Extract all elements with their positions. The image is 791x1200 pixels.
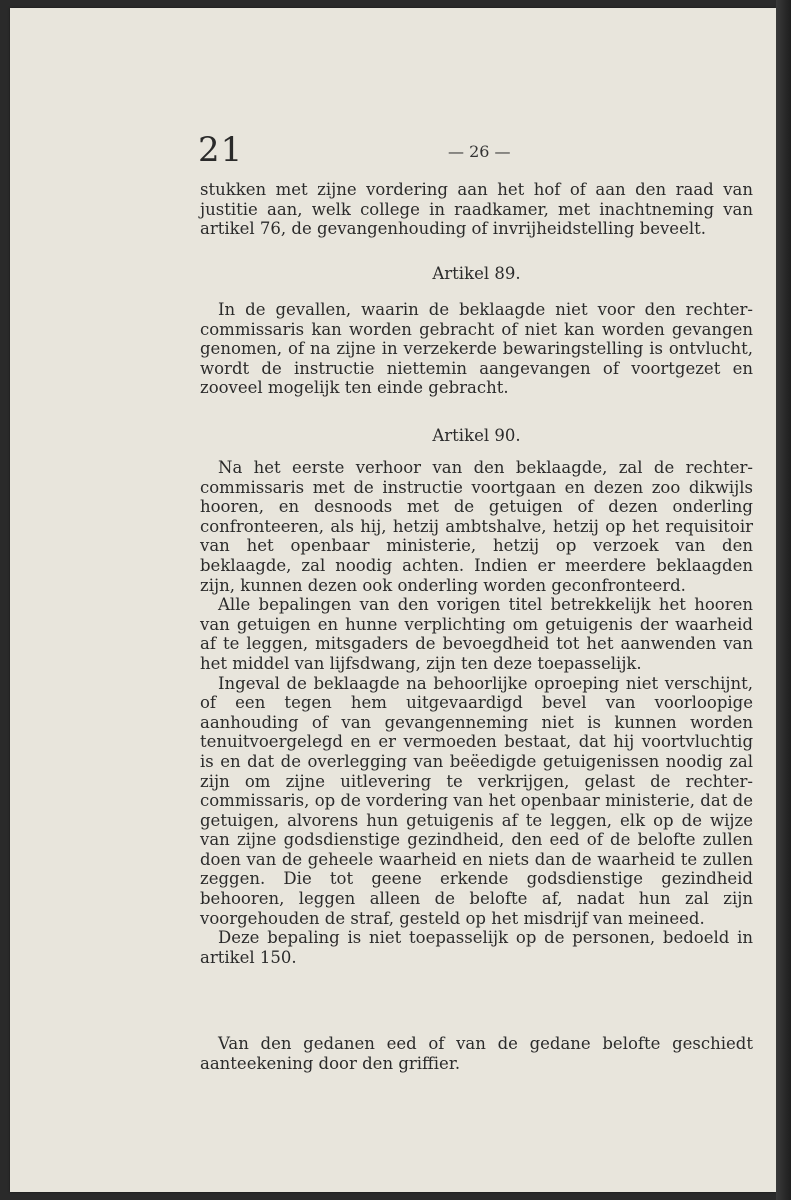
paragraph-text: In de gevallen, waarin de beklaagde niet voor den rechter-commissaris kan worden gebracht of niet kan worden gevangen genomen, of na zijne in verzekerde bewaringstelling is ontvlucht, wordt de instructie niettemin aangevangen of voortgezet en zooveel mogelijk ten einde gebracht. — [200, 300, 753, 398]
page-mark: 21 — [198, 130, 244, 170]
paragraph-text: Deze bepaling is niet toepasselijk op de personen, bedoeld in artikel 150. — [200, 928, 753, 967]
article-heading-89: Artikel 89. — [432, 264, 521, 283]
paragraph-text: Na het eerste verhoor van den beklaagde, zal de rechter-commissaris met de instructie voortgaan en dezen zoo dikwijls hooren, en desnoods met de getuigen of dezen onderling confronteeren, als hij, hetzij ambtshalve, hetzij op het requisitoir van het openbaar ministerie, hetzij op verzoek van den beklaagde, zal noodig achten. Indien er meerdere beklaagden zijn, kunnen dezen ook onderling worden geconfronteerd. — [200, 458, 753, 595]
article-heading-90: Artikel 90. — [432, 426, 521, 445]
paragraph-text: stukken met zijne vordering aan het hof of aan den raad van justitie aan, welk college in raadkamer, met inachtneming van artikel 76, de gevangenhouding of invrijheidstelling beveelt. — [200, 180, 753, 239]
article-90-body — [200, 458, 753, 967]
article-89-body — [200, 300, 753, 398]
paragraph-text: Alle bepalingen van den vorigen titel betrekkelijk het hooren van getuigen en hunne verplichting om getuigenis der waarheid af te leggen, mitsgaders de bevoegdheid tot het aanwenden van het middel van lijfsdwang, zijn ten deze toepasselijk. — [200, 595, 753, 673]
closing-paragraph — [200, 1034, 753, 1073]
paragraph-continuation — [200, 180, 753, 239]
book-spine — [776, 0, 791, 1200]
paragraph-text: Van den gedanen eed of van de gedane belofte geschiedt aanteekening door den griffier. — [200, 1034, 753, 1073]
paragraph-text: Ingeval de beklaagde na behoorlijke oproeping niet verschijnt, of een tegen hem uitgevaardigd bevel van voorloopige aanhouding of van gevangenneming niet is kunnen worden tenuitvoergelegd en er vermoeden bestaat, dat hij voortvluchtig is en dat de overlegging van beëedigde getuigenissen noodig zal zijn om zijne uitlevering te verkrijgen, gelast de rechter-commissaris, op de vordering van het openbaar ministerie, dat de getuigen, alvorens hun getuigenis af te leggen, elk op de wijze van zijne godsdienstige gezindheid, den eed of de belofte zullen doen van de geheele waarheid en niets dan de waarheid te zullen zeggen. Die tot geene erkende godsdienstige gezindheid behooren, leggen alleen de belofte af, nadat hun zal zijn voorgehouden de straf, gesteld op het misdrijf van meineed. — [200, 673, 753, 928]
page-number: — 26 — — [448, 142, 511, 161]
